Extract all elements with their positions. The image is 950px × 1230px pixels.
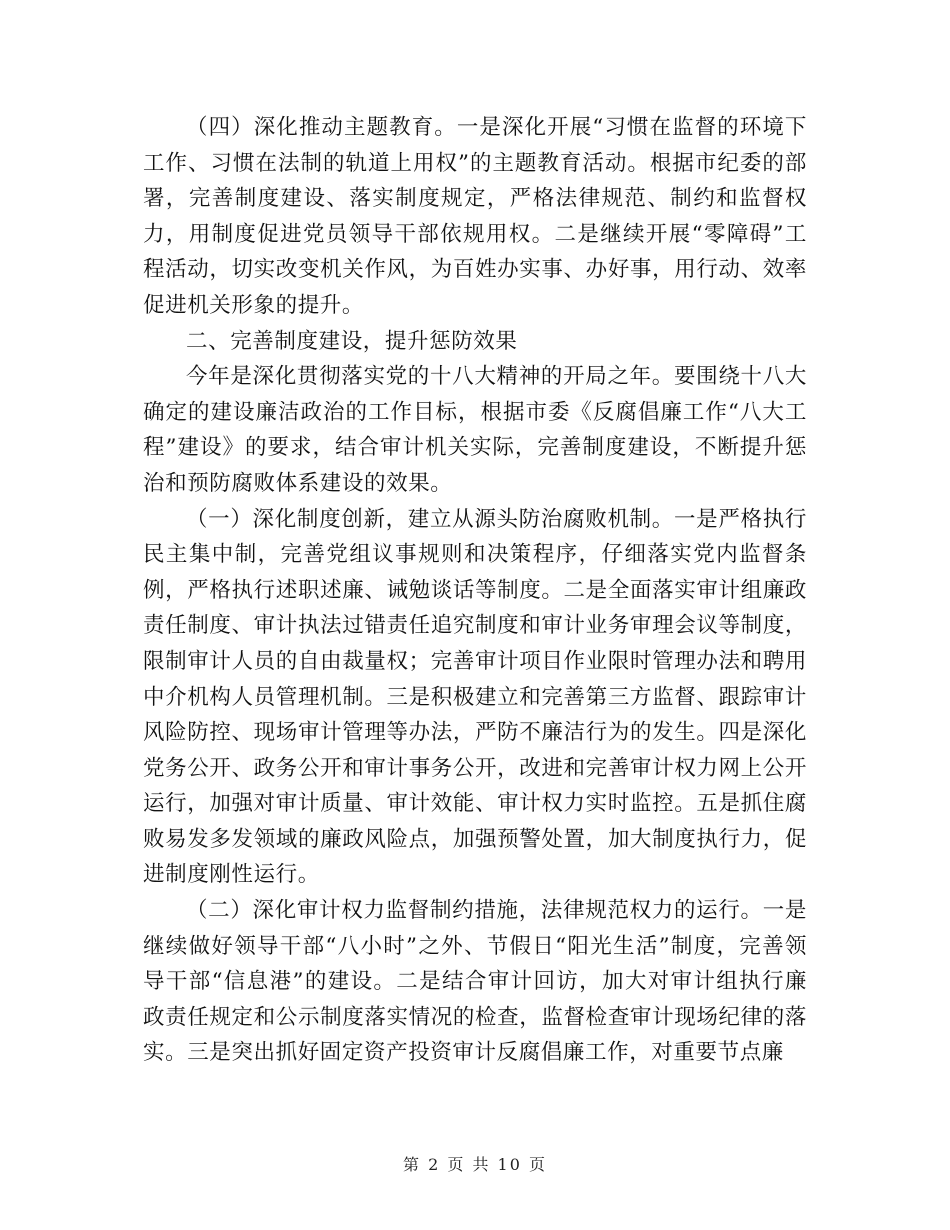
section-heading-2: 二、完善制度建设，提升惩防效果: [186, 328, 518, 354]
paragraph-theme-education: （四）深化推动主题教育。一是深化开展“习惯在监督的环境下工作、习惯在法制的轨道上用权”的主题教育活动。根据市纪委的部署，完善制度建设、落实制度规定，严格法律规范、制约和监督权力，用制度促进党员领导干部依规用权。二是继续开展“零障碍”工程活动，切实改变机关作风，为百姓办实事、办好事，用行动、效率促进机关形象的提升。: [143, 115, 807, 318]
paragraph-power-supervision: （二）深化审计权力监督制约措施，法律规范权力的运行。一是继续做好领导干部“八小时”之外、节假日“阳光生活”制度，完善领导干部“信息港”的建设。二是结合审计回访，加大对审计组执行廉政责任规定和公示制度落实情况的检查，监督检查审计现场纪律的落实。三是突出抓好固定资产投资审计反腐倡廉工作，对重要节点廉: [143, 898, 807, 1066]
paragraph-intro-section-2: 今年是深化贯彻落实党的十八大精神的开局之年。要围绕十八大确定的建设廉洁政治的工作目标，根据市委《反腐倡廉工作“八大工程”建设》的要求，结合审计机关实际，完善制度建设，不断提升惩治和预防腐败体系建设的效果。: [143, 364, 807, 496]
document-body: [143, 110, 807, 1071]
paragraph-institution-innovation: （一）深化制度创新，建立从源头防治腐败机制。一是严格执行民主集中制，完善党组议事规则和决策程序，仔细落实党内监督条例，严格执行述职述廉、诫勉谈话等制度。二是全面落实审计组廉政责任制度、审计执法过错责任追究制度和审计业务审理会议等制度，限制审计人员的自由裁量权；完善审计项目作业限时管理办法和聘用中介机构人员管理机制。三是积极建立和完善第三方监督、跟踪审计风险防控、现场审计管理等办法，严防不廉洁行为的发生。四是深化党务公开、政务公开和审计事务公开，改进和完善审计权力网上公开运行，加强对审计质量、审计效能、审计权力实时监控。五是抓住腐败易发多发领域的廉政风险点，加强预警处置，加大制度执行力，促进制度刚性运行。: [143, 506, 807, 888]
page-footer: 第 2 页 共 10 页: [403, 1155, 547, 1174]
